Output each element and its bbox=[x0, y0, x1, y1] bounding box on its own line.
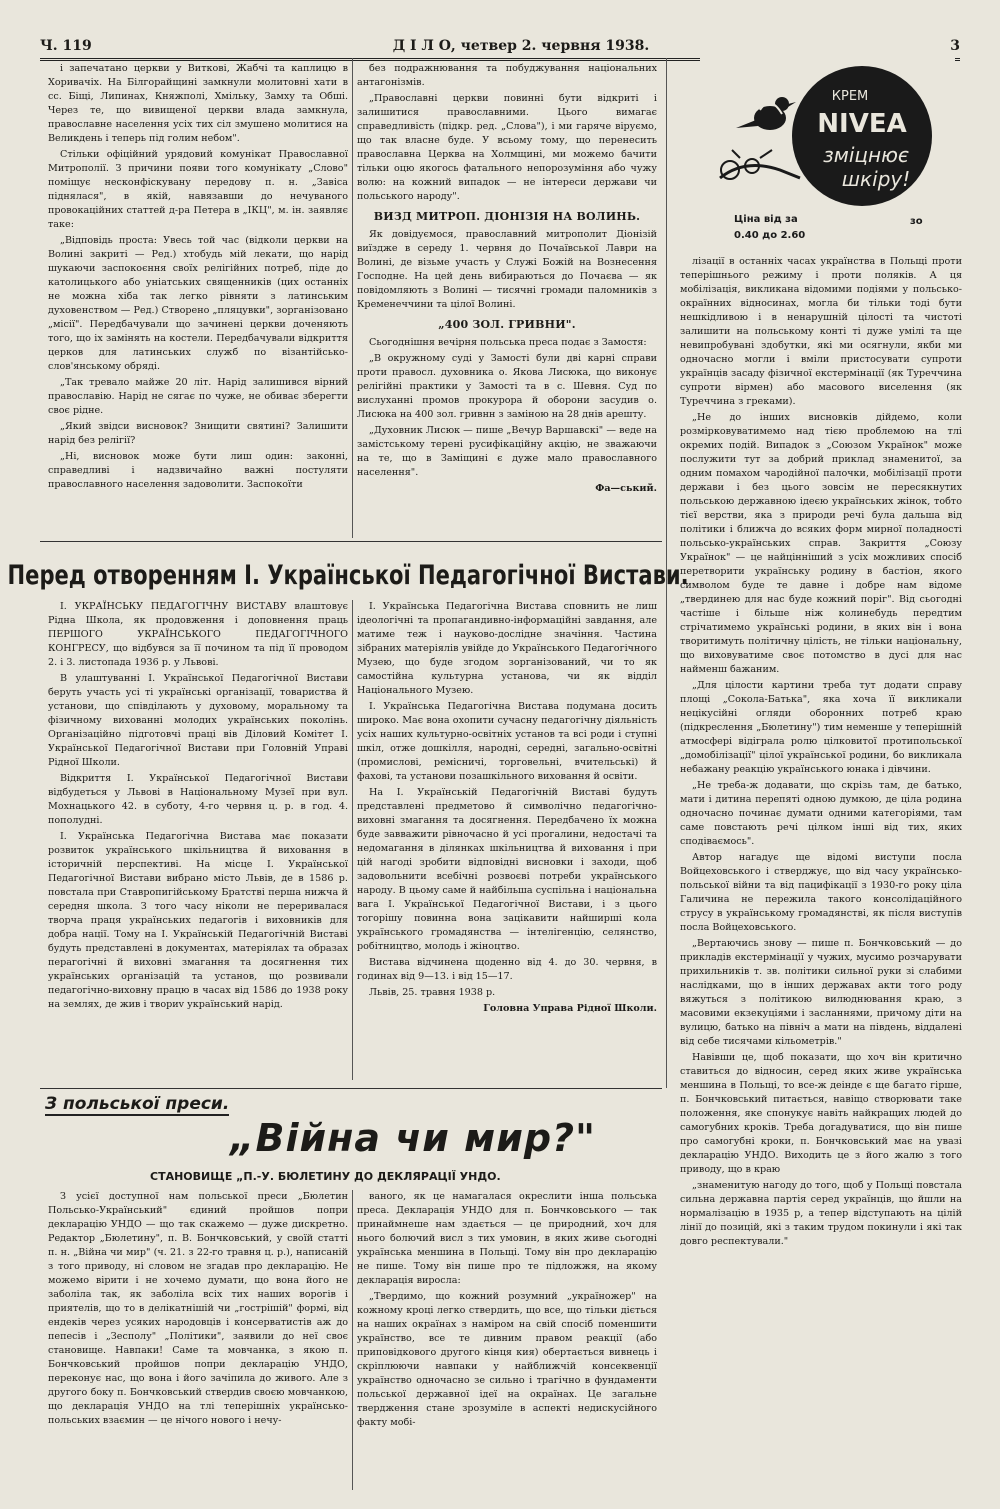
paragraph: „Вертаючись знову — пише п. Бончковський — до прикладів екстермінації у чужих, мусимо розчарувати прихильників т. зв. політики сильної руки зі слабими наслідками, що в інших державах акти того роду вяжуться з політикою вилюднювання краю, з масовими екзекуціями і засланнями, причому діти на вулицю, батько на північ а мати на південь, віддалені від себе тисячами кільометрів." bbox=[680, 938, 962, 1047]
ad-brand: NIVEA bbox=[817, 109, 907, 139]
paragraph: На І. Українській Педагогічній Виставі будуть представлені предметово й символічно педагогічно-виховні змагання та досягнення. Передбачено їх можна буде завважити рівночасно й усі прогалини, недостачі та недомагання в ділянках шкільництва й виховання і при цій нагоді зробити відповідні висновки і заходи, щоб задовольнити всебічні розвоєві потреби українського народу. В цьому саме й найбільша суспільна і національна вага І. Української Педагогічної Вистави, і з цього тогорішу повинна вона зацікавити найширші кола українського громадянства — інтелігенцію, селянство, робітництво, молодь і жіноцтво. bbox=[357, 787, 657, 952]
grivni-heading: „400 ЗОЛ. ГРИВНИ". bbox=[438, 318, 576, 331]
article-column-2 bbox=[357, 62, 657, 537]
paragraph: Вистава відчинена щоденно від 4. до 30. червня, в годинах від 9—13. і від 15—17. bbox=[357, 957, 657, 982]
paragraph: Автор нагадує ще відомі виступи посла Войцеховського і стверджує, що від часу українсько-польської війни та від пацифікації з 1930-го року ціла Галичина не пережила такого консолідаційного струсу в українському громадянстві, як після виступів посла Войцеховського. bbox=[680, 852, 962, 933]
paragraph: „Для цілости картини треба тут додати справу площі „Сокола-Батька", яка хоча її викликали нецікусійні огляди оборонних потреб краю (підкреслення „Бюлетину") тим неменше у теперішній атмосфері відіграла ролю цілковитої протипольської „домобілізації" цілої української родини, бо викликала небажану реакцію українського юнака і дівчини. bbox=[680, 680, 962, 775]
paragraph: І. Українська Педагогічна Вистава подумана досить широко. Має вона охопити сучасну педагогічну діяльність усіх наших культурно-освітніх установ та всі роди і ступні шкіл, отже дошкілля, народні, середні, загально-освітні (промислові, ремісничі, торговельні, вчительські) й фахові, та установи позашкільного виховання й освіти. bbox=[357, 701, 657, 782]
paragraph: „Духовник Лисюк — пише „Вечур Варшавскі" — веде на замістському терені русифікаційну акцію, не зважаючи на те, що в Заміщині є дуже мало православного населення". bbox=[357, 425, 657, 478]
paragraph: І. Українська Педагогічна Виставa сповнить не лиш ідеологічні та пропагандивно-інформаційні завдання, але матиме теж і науково-дослідне значіння. Частина зібраних матеріялів увійде до Українського Педагогічного Музею, що буде згодом зорганізований, чи то як самостійна культурна установа, чи як відділ Національного Музею. bbox=[357, 601, 657, 696]
column-rule bbox=[352, 1190, 353, 1490]
exhibition-banner-title: Перед отворенням І. Української Педагогічної Вистави. bbox=[7, 559, 689, 591]
ad-price-line-1: Ціна від за bbox=[734, 214, 798, 225]
paragraph: „Так тревало майже 20 літ. Нарід залишився вірний православію. Нарід не сягає по чуже, не обиває зберегти своє рідне. bbox=[48, 377, 348, 416]
paragraph: без подражнювання та побуджування національних антагонізмів. bbox=[357, 63, 657, 88]
article-column-3 bbox=[680, 255, 962, 1485]
paragraph: В улаштуванні І. Української Педагогічної Вистави беруть участь усі ті українські організації, товариства й установи, що співділають у духовому, моральному та фізичному вихованні молодих українських поколінь. Організаційно підготовчі праці вів Діловий Комітет І. Української Педагогічної Вистави при Головній Управі Рідної Школи. bbox=[48, 673, 348, 768]
paragraph: лізації в останніх часах українства в Польщі проти теперішнього режиму і проти поляків. А ця мобілізація, викликана відомими подіями у польсько-окраїнних відносинах, могла би тільки тоді бути нешкідливою і в ненарушній цілості та чистоті залишити на польському конті ті дуже умілі та ще невипробувані здобутки, які ми осягнули, якби ми одночасно могли і вміли пристосувати супроти українців засаду фізичної екстермінації (як Туреччина супроти вірмен) або масового виселення (як Туреччина з греками). bbox=[680, 256, 962, 407]
ad-price-line-3: зо bbox=[910, 216, 923, 227]
signature: Фа—ський. bbox=[595, 483, 657, 494]
section-rule bbox=[40, 1088, 662, 1089]
paragraph: ваного, як це намагалася окреслити інша польська преса. Декларація УНДО для п. Бончковського — так принаймнеше нам здається — це природний, хоч для нього болючий висл з тих умовин, в яких живе сьогодні українська меншина в Польщі. Тому він про декларацію не пише. Тому він пише про те підложжя, на якому декларація виросла: bbox=[357, 1191, 657, 1286]
ad-slogan-1: зміцнює bbox=[823, 143, 909, 167]
article-left-column bbox=[48, 1190, 348, 1490]
ad-krem: КРЕМ bbox=[831, 89, 869, 104]
exhibition-column-left bbox=[48, 600, 348, 1080]
masthead-title: Д І Л О, четвер 2. червня 1938. bbox=[392, 38, 650, 54]
article-middle-column bbox=[357, 1190, 657, 1490]
ad-price-line-2: 0.40 до 2.60 bbox=[734, 230, 806, 241]
paragraph: З усієї доступної нам польської преси „Бюлетин Польсько-Український" єдиний пройшов попри декларацію УНДО — що так скажемо — дуже дискретно. Редактор „Бюлетину", п. В. Бончковський, у своїй статті п. н. „Війна чи мир" (ч. 21. з 22-го травня ц. р.), написаній з того приводу, ні словом не згадав про декларацію. Не можемо вірити і не хочемо думати, що вона його не заболіла так, як заболіла всіх тих наших ворогів і приятелів, що то в делікатнішій чи „гострішій" формі, від ендеків через усяких народовців і консерватистів аж до пепесів і „Зесполу" „Політики", заявили до неї своє становище. Навпаки! Саме та мовчанка, з якою п. Бончковський пройшов попри декларацію УНДО, переконує нас, що вона і його зачіпила до живого. Але з другого боку п. Бончковський ствердив своєю мовчанкою, що декларація УНДО на тлі теперішніх українсько-польських взаємин — це нічого нового і нечу- bbox=[48, 1191, 348, 1426]
article-subtitle: СТАНОВИЩЕ „П.-У. БЮЛЕТИНУ ДО ДЕКЛЯРАЦІЇ УНДО. bbox=[150, 1170, 501, 1183]
paragraph: „Не до інших висновків дійдемо, коли розмірковуватимемо над тією проблемою на тлі окремих подій. Випадок з „Союзом Українок" може послужити тут за добрий приклад знаменитої, за одним помахом чародійної палочки, мобілізації проти держави і без цього зовсім не пересякнутих польською державною ідеєю українських жінок, тобто тієї верстви, яка з природи речі була дальша від політики і ближча до всяких форм мирної поладності польсько-українських справ. Закриття „Союзу Українок" — це найцінніший з усіх можливих спосіб перетворити українську родину в бастіон, якого символом буде те давне і добре нам відоме „твердинею для нас буде кожний поріг". Від сьогодні частіше і більше ніж колинебудь передтим стрічатимемо українські родини, в яких він і вона творитимуть політичну цілість, не тільки національну, що виховуватиме своє потомство в дусі для нас найменш бажаним. bbox=[680, 412, 962, 675]
exhibition-signature: Головна Управа Рідної Школи. bbox=[483, 1003, 657, 1014]
paragraph: Відкриття І. Української Педагогічної Вистави відбудеться у Львові в Національному Музеї при вул. Мохнацького 42. в суботу, 4-го червня ц. р. в год. 4. пополудні. bbox=[48, 773, 348, 826]
column-rule bbox=[352, 58, 353, 538]
masthead-bar bbox=[40, 24, 960, 61]
page-number-left: Ч. 119 bbox=[40, 38, 92, 54]
section-heading: З польської преси. bbox=[45, 1094, 230, 1114]
paragraph: „Православні церкви повинні бути відкриті і залишитися православними. Цього вимагає справедливість (підкр. ред. „Слова"), і ми гаряче віруємо, що так власне буде. У всьому тому, що перенесить православна Церква на Холмщині, ми можемо бачити тільки оцю якогось фатального непорозуміння або чужу волю: на кожний випадок — не інтереси держави чи польського народу". bbox=[357, 93, 657, 202]
article-title: „Війна чи мир?" bbox=[230, 1116, 596, 1160]
paragraph: „знаменитую нагоду до того, щоб у Польщі повстала сильна державна партія серед українців, що йшли на нормалізацію в 1935 р, а тепер відступають на цілій лінії до позицій, які з таким трудом покинули і які так довго респектували." bbox=[680, 1180, 962, 1247]
paragraph: і запечатано церкви у Виткові, Жабчі та каплицю в Хоривачіх. На Білгорайщині замкнули молитовні хати в сс. Біщі, Липинах, Княжполі, Хмільку, Замху та Обші. Через те, що вивищеної церкви влада замкнула, православне населення усіх тих сіл змушено молитися на Великдень і теперь під голим небом". bbox=[48, 63, 348, 144]
page-number-right: 3 bbox=[950, 38, 960, 54]
paragraph: І. Українська Педагогічна Вистава має показати розвиток українського шкільництва й виховання в історичній перспективі. На місце І. Української Педагогічної Вистави вибрано місто Львів, де в 1586 р. повстала при Ставропигійському Братстві перша нижча й середня школа. З того часу ніколи не переривалася творча праця українських педагогів і виховників для добра нації. Тому на І. Українській Педагогічній Виставі будуть представлені в документах, матеріялах та образах перагогічні й виховні змагання та досягнення тих українських організацій та установ, що розвивали педагогічно-виховну працю в часах від 1586 до 1938 року на землях, де жив і твориv український нарід. bbox=[48, 831, 348, 1010]
article-column-1 bbox=[48, 62, 348, 537]
paragraph: „В окружному суді у Замості були дві карні справи проти правосл. духовника о. Якова Лисюка, що виконує релігійні практики у Замості та в с. Шевня. Суд по вислуханні промов прокурора й оборони засудив о. Лисюка на 400 зол. гривнн з заміною на 28 днів арешту. bbox=[357, 353, 657, 420]
paragraph: Стільки офіційний урядовий комунікат Православної Митрополії. З причини появи того комунікату „Слово" поміщує несконфіскувану передову п. н. „Завіса піднялася", в якій, навязавши до нечуваного провокаційних статтей д-ра Петера в „ІКЦ", м. ін. заявляє таке: bbox=[48, 149, 348, 230]
paragraph: Львів, 25. травня 1938 р. bbox=[369, 987, 496, 998]
paragraph: „Ні, висновок може бути лиш один: законні, справедливі і надзвичайно важні постуляти православного населення задоволити. Заспокоїти bbox=[48, 451, 348, 490]
paragraph: Сьогоднішня вечірня польська преса подає з Замостя: bbox=[369, 337, 647, 348]
ad-slogan-2: шкіру! bbox=[841, 167, 911, 191]
paragraph: Як довідуємося, православний митрополит Діонізій виїздже в середу 1. червня до Почаївської Лаври на Волині, де візьме участь у Служі Божій на Вознесення Господне. На цей день вибираються до Почаєва — як повідомляють з Волині — тисячні громади паломників з Кременеччини та цілої Волині. bbox=[357, 229, 657, 310]
nivea-advertisement bbox=[700, 58, 955, 248]
column-rule bbox=[352, 600, 353, 1080]
paragraph: І. УКРАЇНСЬКУ ПЕДАГОГІЧНУ ВИСТАВУ влаштовує Рідна Школа, як продовження і доповнення праць ПЕРШОГО УКРАЇНСЬКОГО ПЕДАГОГІЧНОГО КОНГРЕСУ, що відбувся за її почином та під її проводом 2. і 3. листопада 1936 р. у Львові. bbox=[48, 601, 348, 668]
paragraph: „Відповідь проста: Увесь той час (відколи церкви на Волині закриті — Ред.) хтобудь мій лекати, що нарід шукаючи заспокоєння своїх релігійних потреб, піде до католицького або уніатських священників (цих останніх не можна хіба так легко рівняти з латинським духовенством — Ред.) Створено „пляцувки", зорганізовано „місії". Передбачували що зачинені церкви доченяють того, що іх замінять на костели. Передбачували відкриття церков для латинських служб по візантійсько-слов'янському обряді. bbox=[48, 235, 348, 372]
section-rule bbox=[40, 541, 662, 542]
paragraph: Навівши це, щоб показати, що хоч він критично ставиться до відносин, серед яких живе українська меншина в Польщі, то все-ж деінде є ще багато гірше, п. Бончковський питається, навіщо створювати таке положення, яке спонукує навіть найкращих людей до самогубних кроків. Треба догадуватися, що він пише про самогубні кроки, п. Бончковський має на увазі декларацію УНДО. Виходить це з його жалю з того приводу, що в краю bbox=[680, 1052, 962, 1175]
exhibition-column-right bbox=[357, 600, 657, 1080]
metropolitan-heading: ВИЗД МИТРОП. ДІОНІЗІЯ НА ВОЛИНЬ. bbox=[373, 210, 641, 223]
nivea-ad-graphic bbox=[700, 58, 955, 248]
paragraph: „Не треба-ж додавати, що скрізь там, де батько, мати і дитина перепяті одною думкою, де ціла родина одночасно починає думати одними категоріями, там саме повстають речі цілком інші від тих, яких сподіваємось". bbox=[680, 780, 962, 847]
paragraph: „Твердимо, що кожний розумний „україножер" на кожному кроці легко ствердить, що все, що тільки діється на наших окраїнах з наміром на свій спосіб поменшити українство, все те дивним правом реакції (або приповідкового другого кінця кия) обертається вивнець і скріплюючи навпаки у найближчій консеквенції українство одночасно зе сильно і трагічно в фундаменти польської державної ідеї на окраїнах. Це загальне твердження стане зрозуміле в аспекті недискусійного факту мобі- bbox=[357, 1291, 657, 1428]
paragraph: „Який звідси висновок? Знищити святині? Залишити нарід без релігії? bbox=[48, 421, 348, 446]
